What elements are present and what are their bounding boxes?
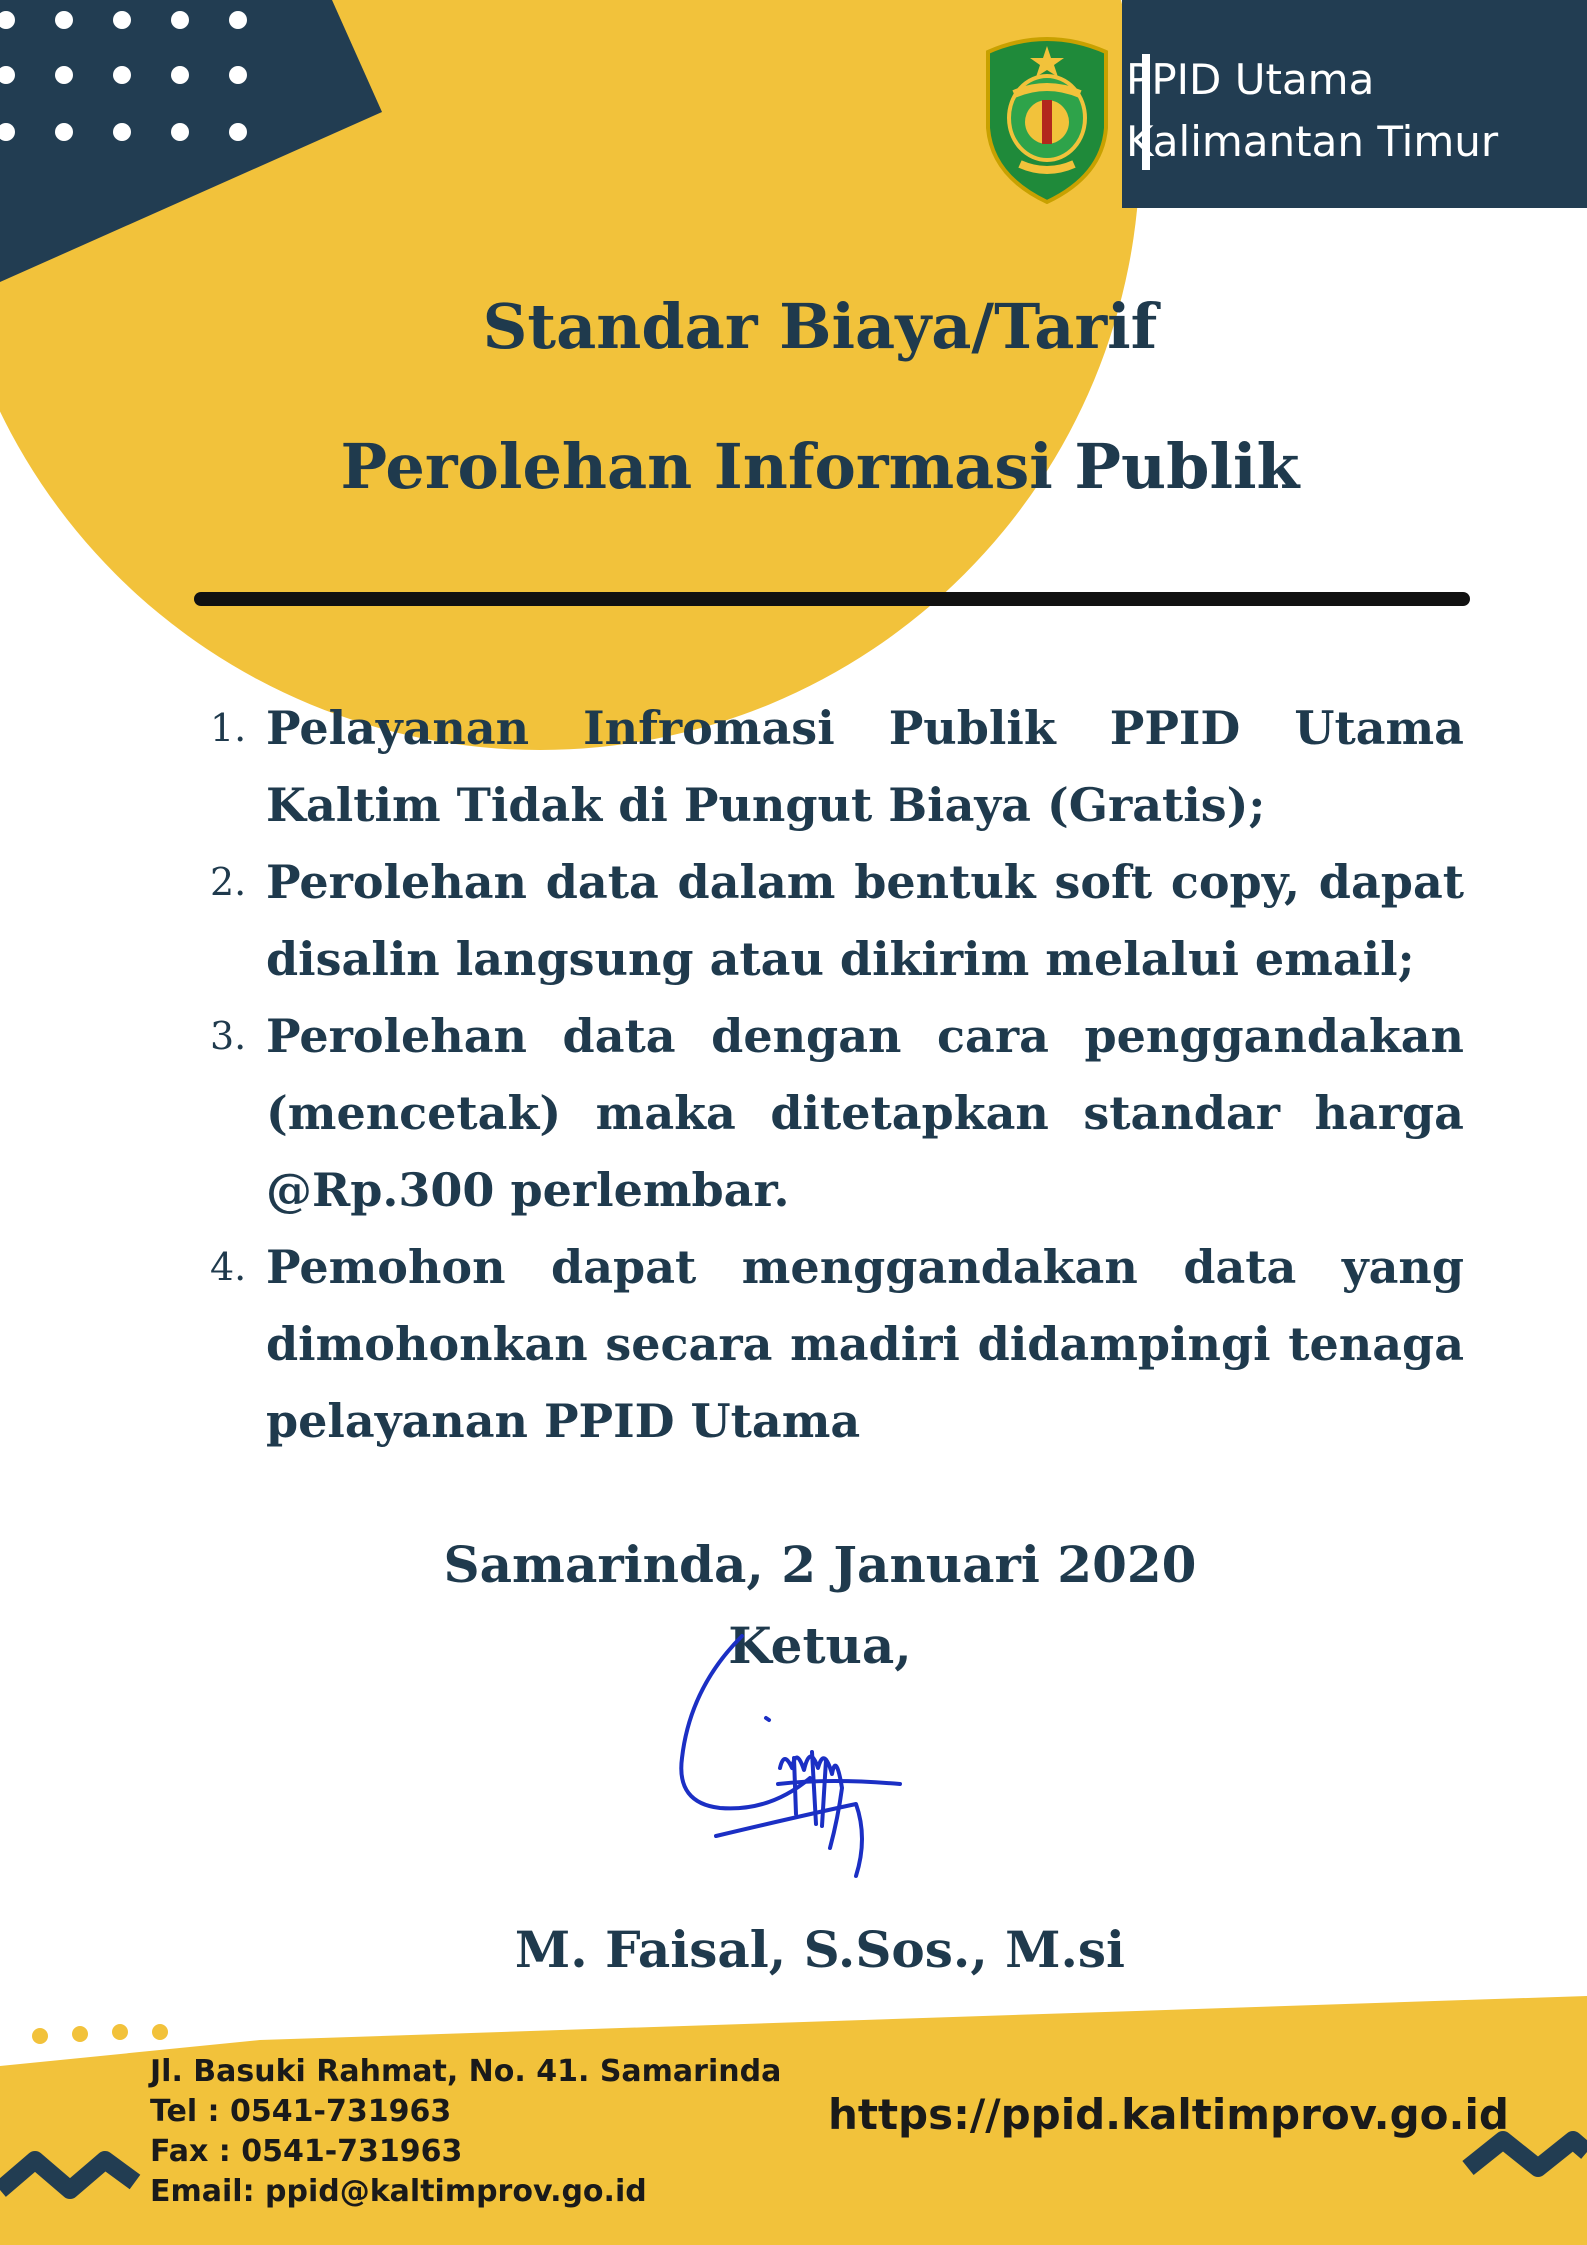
list-item-number: 2. (210, 860, 247, 904)
list-item (210, 844, 1464, 998)
signature-icon (660, 1618, 920, 1898)
list-item-number: 4. (210, 1245, 247, 1289)
list-item-text: Pelayanan Infromasi Publik PPID Utama Kaltim Tidak di Pungut Biaya (Gratis); (266, 701, 1464, 832)
brand-line-2: Kalimantan Timur (1126, 117, 1499, 166)
list-item (210, 690, 1464, 844)
signer-name: M. Faisal, S.Sos., M.si (514, 1920, 1126, 1979)
list-item (210, 998, 1464, 1229)
brand-line-1: PPID Utama (1126, 55, 1375, 104)
signer-role: Ketua, (728, 1616, 912, 1675)
contact-tel: Tel : 0541-731963 (150, 2094, 452, 2129)
title-divider (194, 592, 1470, 606)
website-link[interactable]: https://ppid.kaltimprov.go.id (828, 2090, 1509, 2139)
contact-fax: Fax : 0541-731963 (150, 2134, 463, 2169)
policy-list (210, 690, 1464, 1460)
list-item-text: Perolehan data dengan cara penggandakan (mencetak) maka ditetapkan standar harga @Rp.300 perlembar. (266, 1009, 1464, 1217)
list-item-text: Pemohon dapat menggandakan data yang dimohonkan secara madiri didampingi tenaga pelayanan PPID Utama (266, 1240, 1464, 1448)
page-title-line-2: Perolehan Informasi Publik (340, 430, 1300, 503)
place-date: Samarinda, 2 Januari 2020 (443, 1535, 1197, 1594)
list-item-text: Perolehan data dalam bentuk soft copy, dapat disalin langsung atau dikirim melalui email; (266, 855, 1464, 986)
provincial-emblem-icon (978, 32, 1116, 204)
list-item-number: 1. (210, 706, 247, 750)
footer-dots-decoration (32, 2024, 168, 2044)
page-title-line-1: Standar Biaya/Tarif (482, 290, 1158, 363)
list-item-number: 3. (210, 1014, 247, 1058)
contact-email: Email: ppid@kaltimprov.go.id (150, 2174, 647, 2209)
header-brand (1126, 36, 1586, 186)
list-item (210, 1229, 1464, 1460)
contact-address: Jl. Basuki Rahmat, No. 41. Samarinda (150, 2054, 782, 2089)
contact-block (150, 2052, 781, 2212)
